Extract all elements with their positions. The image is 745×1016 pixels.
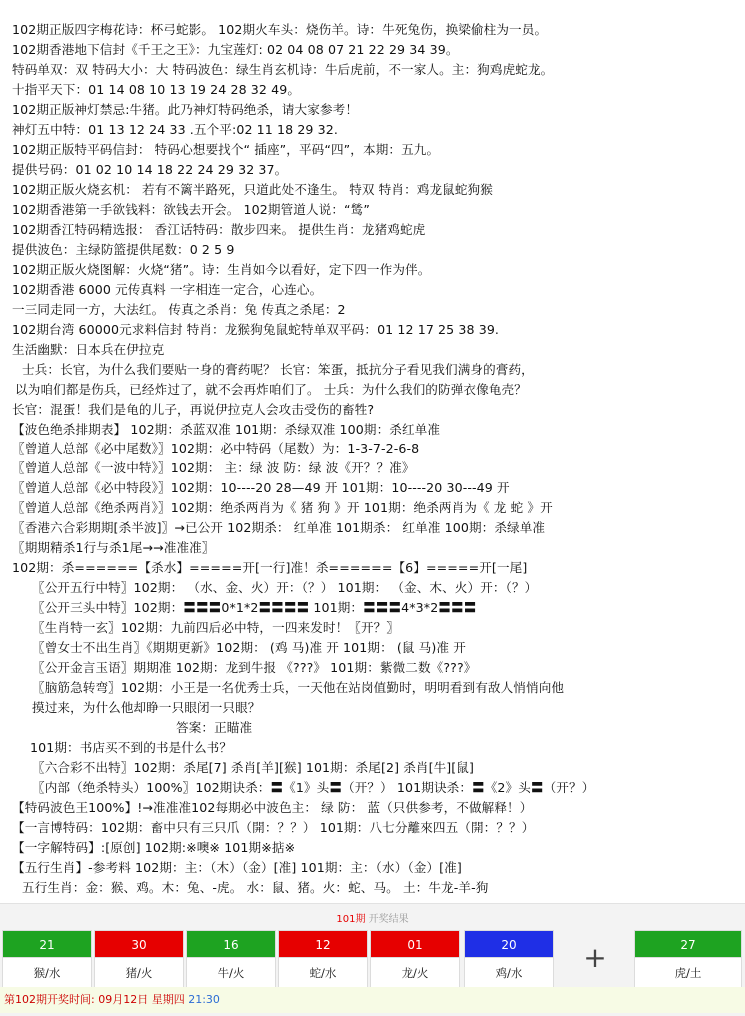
text-line: 〖公开三头中特〗102期：〓〓〓0*1*2〓〓〓〓 101期：〓〓〓4*3*2〓〓〓: [32, 600, 477, 615]
text-line: 102期正版火烧玄机： 若有不篱半路死，只道此处不逢生。 特双 特肖：鸡龙鼠蛇狗猴: [12, 182, 493, 197]
text-line: 102期正版四字梅花诗：杯弓蛇影。 102期火车头：烧伤羊。诗：牛死兔伤，换梁偷柱为一员。: [12, 22, 548, 37]
text-line: 〖曾道人总部《一波中特》〗102期： 主：绿 波 防：绿 波《开？？准》: [12, 460, 415, 475]
result-title: [0, 910, 745, 925]
text-line: 102期香港 6000 元传真料 一字相连一定合，心连心。: [12, 282, 323, 297]
result-zodiac: 猴/水: [2, 958, 92, 988]
text-line: 〖公开五行中特〗102期： （水、金、火）开：（？） 101期： （金、木、火）开：（？）: [32, 580, 538, 595]
text-line: 【一字解特码】:[原创] 102期:※噢※ 101期※掂※: [12, 840, 296, 855]
draw-weekday: 星期四: [151, 993, 185, 1006]
result-zodiac: 蛇/水: [278, 958, 368, 988]
result-zodiac: 龙/火: [370, 958, 460, 988]
text-line: 〖香港六合彩期期[杀半波]〗→已公开 102期杀： 红单准 101期杀： 红单准 100期：杀绿单准: [12, 520, 546, 535]
text-line: 【特码波色王100%】!→准准准102每期必中波色主： 绿 防： 蓝（只供参考，不做解释！）: [12, 800, 533, 815]
text-line: 102期正版火烧图解：火烧“猪”。诗：生肖如今以看好，定下四一作为伴。: [12, 262, 431, 277]
text-line: 102期香江特码精选报： 香江话特码：散步四来。 提供生肖：龙猪鸡蛇虎: [12, 222, 426, 237]
text-line: 〖公开金言玉语〗期期准 102期：龙到牛报 《???》 101期：紫微二数《???》: [32, 660, 477, 675]
text-line: 102期香港第一手欲钱料：欲钱去开会。 102期管道人说：“鸶”: [12, 202, 370, 217]
text-line: 〖曾道人总部《绝杀两肖》〗102期：绝杀两肖为《 猪 狗 》开 101期：绝杀两肖为《 龙 蛇 》开: [12, 500, 553, 515]
text-line: 102期香港地下信封《千王之王》：九宝莲灯: 02 04 08 07 21 22 29 34 39。: [12, 42, 459, 57]
text-line: 102期台湾 60000元求料信封 特肖：龙猴狗兔鼠蛇特单双平码：01 12 17 25 38 39.: [12, 322, 500, 337]
special-zodiac: 虎/土: [634, 958, 742, 988]
text-line: 〖六合彩不出特〗102期：杀尾[7] 杀肖[羊][猴] 101期：杀尾[2] 杀肖[牛][鼠]: [32, 760, 475, 775]
draw-date: 09月12日: [98, 993, 149, 1006]
draw-issue-label: 第102期开奖时间:: [4, 993, 95, 1006]
text-line: 十指平天下：01 14 08 10 13 19 24 28 32 49。: [12, 82, 301, 97]
text-line: 五行生肖：金：猴、鸡。木：兔、-虎。 水：鼠、猪。火：蛇、马。 土：牛龙-羊-狗: [22, 880, 489, 895]
text-line: 神灯五中特：01 13 12 24 33 .五个平:02 11 18 29 32.: [12, 122, 338, 137]
text-line: 摸过来，为什么他却睁一只眼闭一只眼？: [32, 700, 261, 715]
result-ball: 30: [94, 930, 184, 958]
text-line: 〖内部（绝杀特头）100%〗102期诀杀：〓《1》头〓（开？） 101期诀杀：〓《2》头〓（开？）: [32, 780, 595, 795]
draw-time: 21:30: [188, 993, 220, 1006]
result-ball: 16: [186, 930, 276, 958]
text-line: 〖脑筋急转弯〗102期：小王是一名优秀士兵，一天他在站岗值勤时，明明看到有敌人悄悄向他: [32, 680, 565, 695]
plus-icon: +: [583, 941, 607, 974]
text-line: 答案：正瞄准: [176, 720, 253, 735]
text-line: 【五行生肖】-参考料 102期：主：（木）（金）[准] 101期：主：（水）（金）[准]: [12, 860, 462, 875]
draw-time-bar: [0, 987, 745, 1013]
text-line: 特码单双：双 特码大小：大 特码波色：绿生肖玄机诗：牛后虎前，不一家人。主：狗鸡虎蛇龙。: [12, 62, 554, 77]
text-line: 提供波色：主绿防篮提供尾数：0 2 5 9: [12, 242, 235, 257]
text-line: 士兵：长官，为什么我们要贴一身的膏药呢？ 长官：笨蛋，抵抗分子看见我们满身的膏药，: [22, 362, 534, 377]
text-line: 101期：书店买不到的书是什么书？: [30, 740, 233, 755]
result-ball: 21: [2, 930, 92, 958]
result-zodiac: 鸡/水: [464, 958, 554, 988]
result-zodiac: 猪/火: [94, 958, 184, 988]
text-line: 102期：杀======【杀水】=====开[一行]准！杀======【6】=====开[一尾]: [12, 560, 528, 575]
text-line: 一三同走同一方，大法红。 传真之杀肖：兔 传真之杀尾：2: [12, 302, 346, 317]
text-line: 【波色绝杀排期表】 102期：杀蓝双准 101期：杀绿双准 100期：杀红单准: [12, 422, 441, 437]
result-ball: 20: [464, 930, 554, 958]
result-ball: 12: [278, 930, 368, 958]
result-issue: 101期: [336, 914, 366, 925]
text-line: 提供号码：01 02 10 14 18 22 24 29 32 37。: [12, 162, 288, 177]
special-ball: 27: [634, 930, 742, 958]
text-line: 102期正版神灯禁忌:牛猪。此乃神灯特码绝杀，请大家参考！: [12, 102, 359, 117]
text-line: 〖曾道人总部《必中特段》〗102期：10----20 28—49 开 101期：10----20 30---49 开: [12, 480, 510, 495]
text-line: 〖生肖特一玄〗102期：九前四后必中特，一四来发时！〖开？〗: [32, 620, 400, 635]
text-line: 长官：混蛋！我们是龟的儿子，再说伊拉克人会攻击受伤的畜牲?: [12, 402, 375, 417]
text-line: 〖期期精杀1行与杀1尾→→准准准〗: [12, 540, 215, 555]
result-zodiac: 牛/火: [186, 958, 276, 988]
result-title-text: 开奖结果: [365, 914, 409, 925]
text-line: 【一言博特码：102期：畜中只有三只爪（開：？？） 101期：八七分離來四五（開：？？）: [12, 820, 535, 835]
text-line: 生活幽默：日本兵在伊拉克: [12, 342, 165, 357]
text-line: 102期正版特平码信封： 特码心想要找个“ 插座”，平码“四”，本期：五九。: [12, 142, 440, 157]
text-line: 〖曾女士不出生肖〗《期期更新》102期： (鸡 马)准 开 101期： (鼠 马)准 开: [32, 640, 466, 655]
text-line: 〖曾道人总部《必中尾数》〗102期：必中特码（尾数）为：1-3-7-2-6-8: [12, 441, 420, 456]
text-line: 以为咱们都是伤兵，已经炸过了，就不会再炸咱们了。 士兵：为什么我们的防弹衣像龟壳？: [15, 382, 527, 397]
result-ball: 01: [370, 930, 460, 958]
